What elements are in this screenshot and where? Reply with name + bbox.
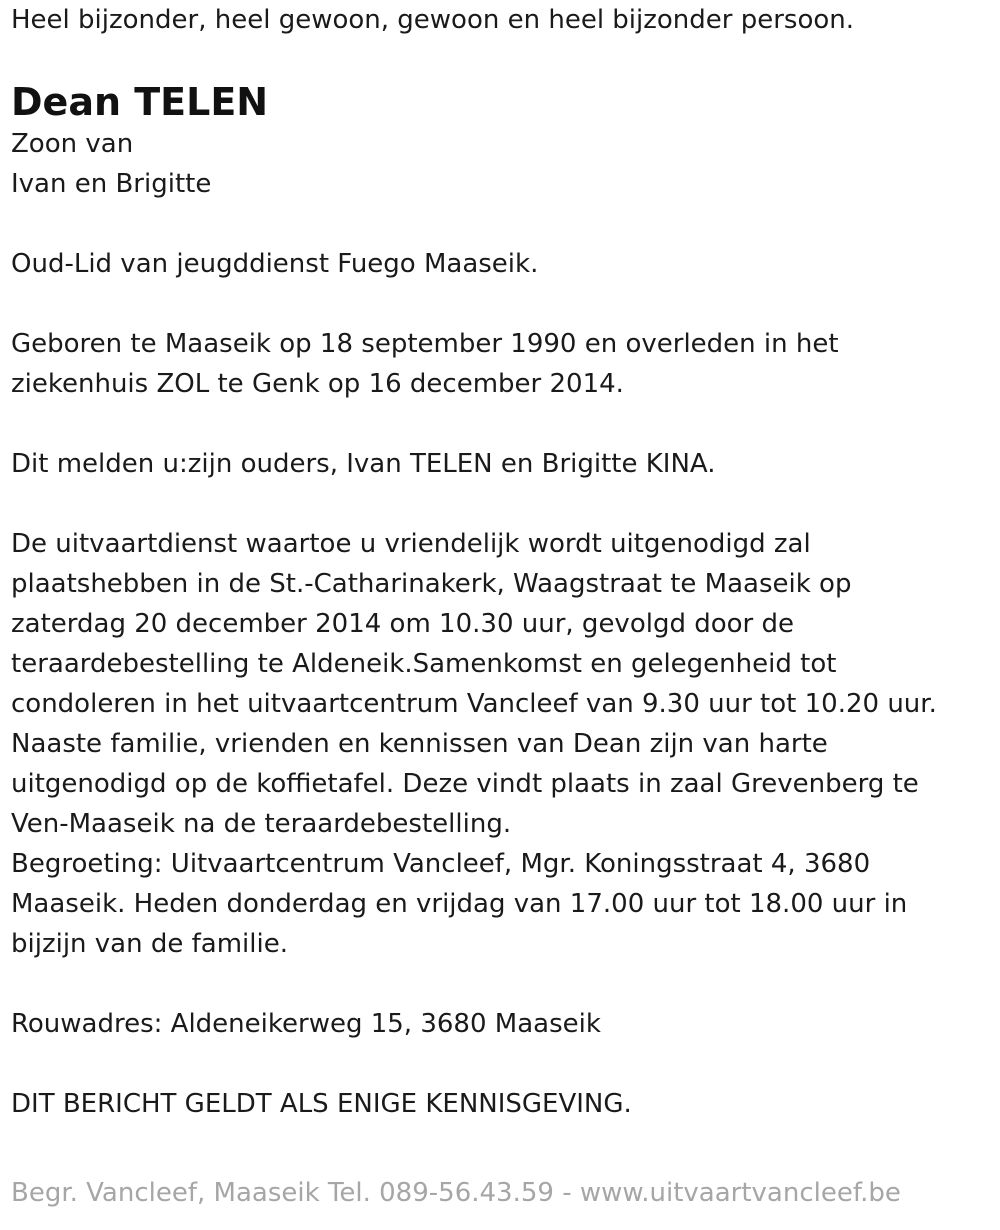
announcement-line: Dit melden u:zijn ouders, Ivan TELEN en Brigitte KINA. [11,449,716,479]
sole-notice: DIT BERICHT GELDT ALS ENIGE KENNISGEVING. [11,1089,632,1119]
service-line: Begroeting: Uitvaartcentrum Vancleef, Mgr. Koningsstraat 4, 3680 [11,849,871,879]
service-line: Naaste familie, vrienden en kennissen van Dean zijn van harte [11,729,828,759]
funeral-home-footer: Begr. Vancleef, Maaseik Tel. 089-56.43.59 - www.uitvaartvancleef.be [11,1178,901,1208]
parents-line-2: Ivan en Brigitte [11,169,212,199]
spacer [11,964,991,1004]
service-line: uitgenodigd op de koffietafel. Deze vindt plaats in zaal Grevenberg te [11,769,919,799]
spacer [11,1044,991,1084]
service-line: teraardebestelling te Aldeneik.Samenkomst en gelegenheid tot [11,649,837,679]
mourning-address: Rouwadres: Aldeneikerweg 15, 3680 Maaseik [11,1009,601,1039]
spacer [11,404,991,444]
obituary-notice [11,0,991,1124]
spacer [11,204,991,244]
service-line: De uitvaartdienst waartoe u vriendelijk wordt uitgenodigd zal [11,529,811,559]
deceased-name: Dean TELEN [11,80,269,124]
service-line: condoleren in het uitvaartcentrum Vancleef van 9.30 uur tot 10.20 uur. [11,689,937,719]
service-line: Ven-Maaseik na de teraardebestelling. [11,809,512,839]
spacer [11,484,991,524]
service-line: bijzijn van de familie. [11,929,288,959]
birth-death-line-2: ziekenhuis ZOL te Genk op 16 december 2014. [11,369,624,399]
birth-death-line-1: Geboren te Maaseik op 18 september 1990 en overleden in het [11,329,839,359]
membership-line: Oud-Lid van jeugddienst Fuego Maaseik. [11,249,539,279]
parents-line-1: Zoon van [11,129,134,159]
spacer [11,284,991,324]
service-line: plaatshebben in de St.-Catharinakerk, Waagstraat te Maaseik op [11,569,852,599]
spacer [11,40,991,80]
service-line: zaterdag 20 december 2014 om 10.30 uur, gevolgd door de [11,609,794,639]
service-line: Maaseik. Heden donderdag en vrijdag van 17.00 uur tot 18.00 uur in [11,889,908,919]
intro-line: Heel bijzonder, heel gewoon, gewoon en heel bijzonder persoon. [11,5,855,35]
